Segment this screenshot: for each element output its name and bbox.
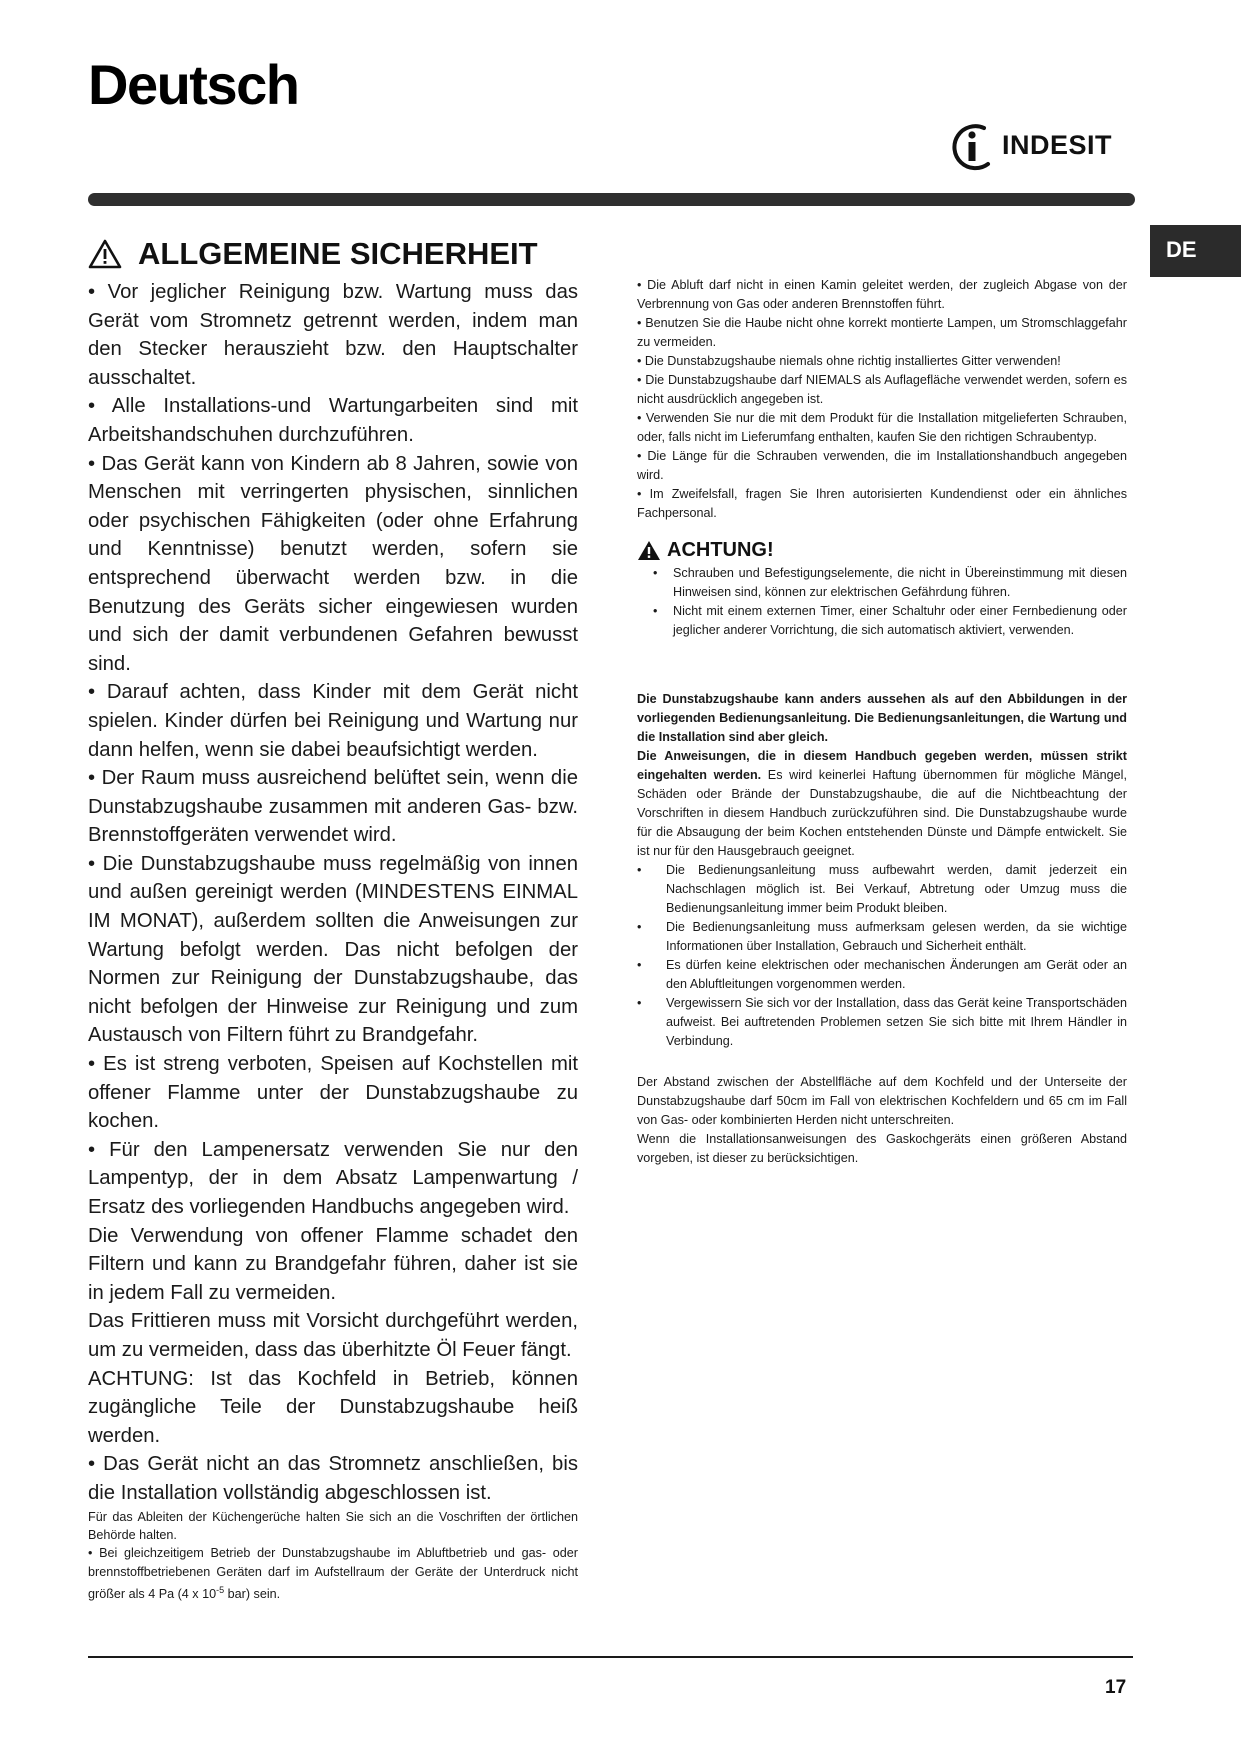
warning-heading bbox=[637, 539, 1127, 562]
appearance-note: Die Dunstabzugshaube kann anders aussehen als auf den Abbildungen in der vorliegenden Bedienungsanleitung. Die Bedienungsanleitungen, die Wartung und die Installation sind aber gleich. bbox=[637, 692, 1127, 744]
brand-name: INDESIT bbox=[1002, 130, 1113, 160]
instructions-block bbox=[637, 690, 1127, 1051]
right-column bbox=[637, 276, 1127, 1168]
list-item: • Schrauben und Befestigungselemente, die nicht in Übereinstimmung mit diesen Hinweisen sind, können zur elektrischen Gefährdung führen. bbox=[673, 564, 1127, 602]
list-item: • Das Gerät kann von Kindern ab 8 Jahren, sowie von Menschen mit verringerten physischen, sinnlichen oder psychischen Fähigkeiten (oder ohne Erfahrung und Kenntnisse) benutzt werden, sofern sie entsprechend überwacht werden bzw. in die Benutzung des Geräts sicher eingewiesen wurden und sich der damit verbundenen Gefahren bewusst sind. bbox=[88, 452, 578, 675]
list-item: • Für den Lampenersatz verwenden Sie nur den Lampentyp, der in dem Absatz Lampenwartung / Ersatz des vorliegenden Handbuchs angegeben wird. bbox=[88, 1138, 578, 1218]
footer-divider bbox=[88, 1656, 1133, 1658]
list-item: • Die Abluft darf nicht in einen Kamin geleitet werden, der zugleich Abgase von der Verbrennung von Gas oder anderen Brennstoffen führt. bbox=[637, 278, 1127, 311]
left-column bbox=[88, 236, 578, 1604]
header-divider bbox=[88, 193, 1135, 206]
list-item: • Vergewissern Sie sich vor der Installation, dass das Gerät keine Transportschäden aufweist. Bei auftretenden Problemen setzen Sie sich bitte mit Ihrem Händler in Verbindung. bbox=[666, 994, 1127, 1051]
liability-note: Die Anweisungen, die in diesem Handbuch gegeben werden, müssen strikt eingehalten werden. Es wird keinerlei Haftung übernommen für mögliche Mängel, Schäden oder Brände der Dunstabzugshaube, die auf die Nichtbeachtung der Vorschriften in diesem Handbuch zurückzuführen sind. Die Dunstabzugshaube wurde für die Absaugung der beim Kochen entstehenden Dünste und Dämpfe entwickelt. Sie ist nur für den Hausgebrauch geeignet. bbox=[637, 749, 1127, 858]
list-item: • Die Bedienungsanleitung muss aufbewahrt werden, damit jederzeit ein Nachschlagen möglich ist. Bei Verkauf, Abtretung oder Umzug muss die Bedienungsanleitung immer beim Produkt bleiben. bbox=[666, 861, 1127, 918]
list-item: • Das Gerät nicht an das Stromnetz anschließen, bis die Installation vollständig abgeschlossen ist. bbox=[88, 1453, 578, 1504]
list-item: • Im Zweifelsfall, fragen Sie Ihren autorisierten Kundendienst oder ein ähnliches Fachpersonal. bbox=[637, 487, 1127, 520]
distance-note: Der Abstand zwischen der Abstellfläche auf dem Kochfeld und der Unterseite der Dunstabzugshaube darf 50cm im Fall von elektrischen Kochfeldern und 65 cm im Fall von Gas- oder kombinierten Herden nicht unterschreiten. bbox=[637, 1075, 1127, 1127]
warning-list bbox=[637, 564, 1127, 640]
odor-regulation-note: Für das Ableiten der Küchengerüche halten Sie sich an die Voschriften der örtlichen Behörde halten. bbox=[88, 1509, 578, 1542]
safety-list bbox=[88, 278, 578, 1508]
page-title: Deutsch bbox=[88, 53, 299, 116]
language-tab: DE bbox=[1150, 225, 1241, 277]
page-number: 17 bbox=[1105, 1677, 1127, 1698]
list-item: • Es ist streng verboten, Speisen auf Kochstellen mit offener Flamme unter der Dunstabzugshaube zu kochen. bbox=[88, 1053, 578, 1133]
list-item: ACHTUNG: Ist das Kochfeld in Betrieb, können zugängliche Teile der Dunstabzugshaube heiß werden. bbox=[88, 1367, 578, 1447]
pressure-note: • Bei gleichzeitigem Betrieb der Dunstabzugshaube im Abluftbetrieb und gas- oder brennstoffbetriebenen Geräten darf im Aufstellraum der Geräte der Unterdruck nicht größer als 4 Pa (4 x $10^{-5}$ bar) sein. bbox=[88, 1546, 578, 1602]
list-item: • Die Dunstabzugshaube niemals ohne richtig installiertes Gitter verwenden! bbox=[637, 354, 1061, 368]
list-item: • Der Raum muss ausreichend belüftet sein, wenn die Dunstabzugshaube zusammen mit anderen Gas- bzw. Brennstoffgeräten verwendet wird. bbox=[88, 767, 578, 847]
list-item: • Die Dunstabzugshaube darf NIEMALS als Auflagefläche verwendet werden, sofern es nicht ausdrücklich angegeben ist. bbox=[637, 373, 1127, 406]
warning-filled-icon bbox=[637, 540, 661, 561]
warning-triangle-icon bbox=[88, 239, 122, 269]
list-item: • Verwenden Sie nur die mit dem Produkt für die Installation mitgelieferten Schrauben, oder, falls nicht im Lieferumfang enthalten, kaufen Sie den richtigen Schraubentyp. bbox=[637, 411, 1127, 444]
list-item: • Es dürfen keine elektrischen oder mechanischen Änderungen am Gerät oder an den Abluftleitungen vorgenommen werden. bbox=[666, 956, 1127, 994]
list-item: Die Verwendung von offener Flamme schadet den Filtern und kann zu Brandgefahr führen, daher ist sie in jedem Fall zu vermeiden. bbox=[88, 1224, 578, 1304]
distance-block bbox=[637, 1073, 1127, 1168]
section-heading bbox=[88, 236, 578, 272]
list-item: • Darauf achten, dass Kinder mit dem Gerät nicht spielen. Kinder dürfen bei Reinigung und Wartung nur dann helfen, wenn sie dabei beaufsichtigt werden. bbox=[88, 681, 578, 761]
list-item: • Die Bedienungsanleitung muss aufmerksam gelesen werden, da sie wichtige Informationen über Installation, Gebrauch und Sicherheit enthält. bbox=[666, 918, 1127, 956]
list-item: • Benutzen Sie die Haube nicht ohne korrekt montierte Lampen, um Stromschlaggefahr zu vermeiden. bbox=[637, 316, 1127, 349]
list-item: • Die Länge für die Schrauben verwenden, die im Installationshandbuch angegeben wird. bbox=[637, 449, 1127, 482]
safety-list-continued bbox=[637, 276, 1127, 523]
section-heading-text: ALLGEMEINE SICHERHEIT bbox=[138, 236, 538, 271]
brand-logo bbox=[948, 122, 1130, 172]
list-item: • Die Dunstabzugshaube muss regelmäßig von innen und außen gereinigt werden (MINDESTENS EINMAL IM MONAT), außerdem sollten die Anweisungen zur Wartung befolgt werden. Das nicht befolgen der Normen zur Reinigung der Dunstabzugshaube, das nicht befolgen der Hinweise zur Reinigung und zum Austausch von Filtern führt zu Brandgefahr. bbox=[88, 852, 578, 1047]
warning-title: ACHTUNG! bbox=[667, 539, 774, 561]
gas-distance-note: Wenn die Installationsanweisungen des Gaskochgeräts einen größeren Abstand vorgeben, ist dieser zu berücksichtigen. bbox=[637, 1132, 1127, 1165]
list-item: Das Frittieren muss mit Vorsicht durchgeführt werden, um zu vermeiden, dass das überhitzte Öl Feuer fängt. bbox=[88, 1310, 578, 1361]
list-item: • Alle Installations-und Wartungarbeiten sind mit Arbeitshandschuhen durchzuführen. bbox=[88, 395, 578, 446]
list-item: • Vor jeglicher Reinigung bzw. Wartung muss das Gerät vom Stromnetz getrennt werden, indem man den Stecker herauszieht bzw. den Hauptschalter ausschaltet. bbox=[88, 281, 578, 389]
list-item: • Nicht mit einem externen Timer, einer Schaltuhr oder einer Fernbedienung oder jeglicher anderer Vorrichtung, die sich automatisch aktiviert, verwenden. bbox=[673, 602, 1127, 640]
manual-notes-list bbox=[637, 861, 1127, 1051]
indesit-logo-icon bbox=[948, 122, 996, 172]
